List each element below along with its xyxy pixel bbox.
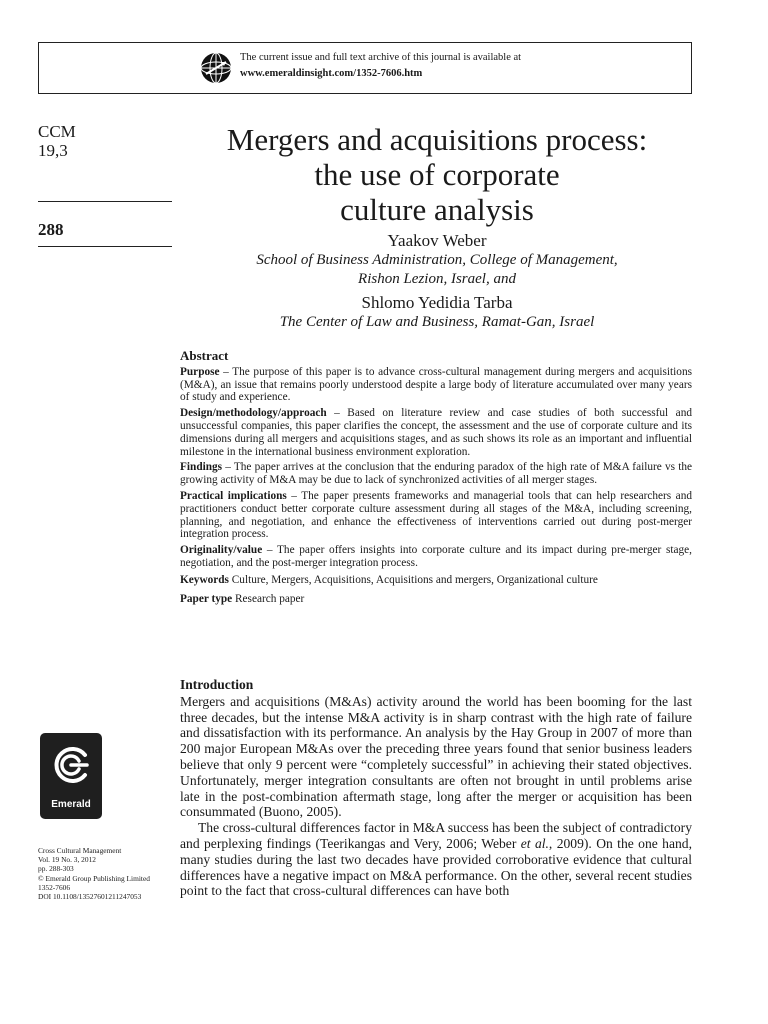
abstract-section [180,350,692,608]
abstract-heading: Abstract [180,348,229,363]
page-number: 288 [38,220,64,239]
doi: DOI 10.1108/13527601211247053 [38,892,142,902]
logo-text: Emerald [51,799,91,810]
emerald-logo-icon [49,739,93,797]
journal-abbrev: CCM [38,122,76,141]
author-affiliation: Rishon Lezion, Israel, and [358,271,516,287]
author-name: Yaakov Weber [387,231,487,250]
abstract-originality: Originality/value – The paper offers insights into corporate culture and its impact during pre-merger stage, negotiation, and the post-merger integration process. [180,544,692,569]
introduction-section [180,677,692,899]
body-paragraph: The cross-cultural differences factor in M&A success has been the subject of contradictory and perplexing findings (Teerikangas and Very, 2006; Weber et al., 2009). On the one hand, many studies during the last two decades have provided corroborative evidence that cultural differences have a negative impact on M&A performance. On the other, several recent studies point to the fact that cross-cultural differences can have both [180,820,692,899]
body-paragraph: Mergers and acquisitions (M&As) activity around the world has been booming for the last three decades, but the intense M&A activity is in sharp contrast with the high rate of failure and dissatisfaction with its performance. An analysis by the Hay Group in 2007 of more than 200 major European M&As over the preceding three years found that senior business leaders believe that only 9 percent were “completely successful” in achieving their stated objectives. Unfortunately, merger integration consultants are often not brought in until problems arise late in the post-combination aftermath stage, long after the merger or acquisition has been consummated (Buono, 2005). [180,693,692,820]
sidebar-rule-bottom [38,246,172,247]
banner-text: The current issue and full text archive of this journal is available at [240,52,522,63]
publication-info [38,846,150,901]
title-line-3: culture analysis [340,192,534,227]
emerald-logo [40,733,102,819]
paper-title [172,122,702,227]
abstract-practical-implications: Practical implications – The paper presents frameworks and managerial tools that can help researchers and practitioners conduct better corporate culture assessment during all stages of the M&A, including screening, planning, and negotiation, and enhance the effectiveness of interventions carried out during post-merger integration process. [180,489,692,541]
author-affiliation: The Center of Law and Business, Ramat-Gan, Israel [279,314,595,330]
author-name: Shlomo Yedidia Tarba [361,293,513,312]
journal-code [38,122,172,160]
abstract-findings: Findings – The paper arrives at the conclusion that the enduring paradox of the high rate of M&A failure vs the growing activity of M&A may be due to lack of synchronized activities of all merger stages. [180,461,692,487]
author-block [172,231,702,332]
volume-issue: 19,3 [38,141,68,160]
globe-icon [200,52,232,84]
abstract-purpose: Purpose – The purpose of this paper is to advance cross-cultural management during mergers and acquisitions (M&A), an issue that remains poorly understood despite a large body of literature accumulated over many years of study and experience. [180,365,692,404]
issn: 1352-7606 [38,882,71,892]
introduction-heading: Introduction [180,677,254,692]
title-line-2: the use of corporate [314,157,560,192]
journal-access-banner [38,42,692,94]
journal-url-link[interactable]: www.emeraldinsight.com/1352-7606.htm [240,68,423,79]
title-line-1: Mergers and acquisitions process: [226,122,648,157]
sidebar-rule-top [38,201,172,202]
author-affiliation: School of Business Administration, College of Management, [256,252,618,268]
volume-info: Vol. 19 No. 3, 2012 [38,855,96,865]
abstract-design: Design/methodology/approach – Based on literature review and case studies of both successful and unsuccessful companies, this paper clarifies the concept, the assessment and the use of corporate culture and its dimensions during all mergers and acquisitions stages, and as such shows its role as an important and influential milestone in the international business environment exploration. [180,407,692,458]
page-range: pp. 288-303 [38,864,74,874]
journal-name: Cross Cultural Management [38,846,122,855]
copyright: © Emerald Group Publishing Limited [38,873,150,883]
abstract-paper-type: Paper type Research paper [180,592,305,605]
abstract-keywords: Keywords Culture, Mergers, Acquisitions, Acquisitions and mergers, Organizational culture [180,573,598,586]
